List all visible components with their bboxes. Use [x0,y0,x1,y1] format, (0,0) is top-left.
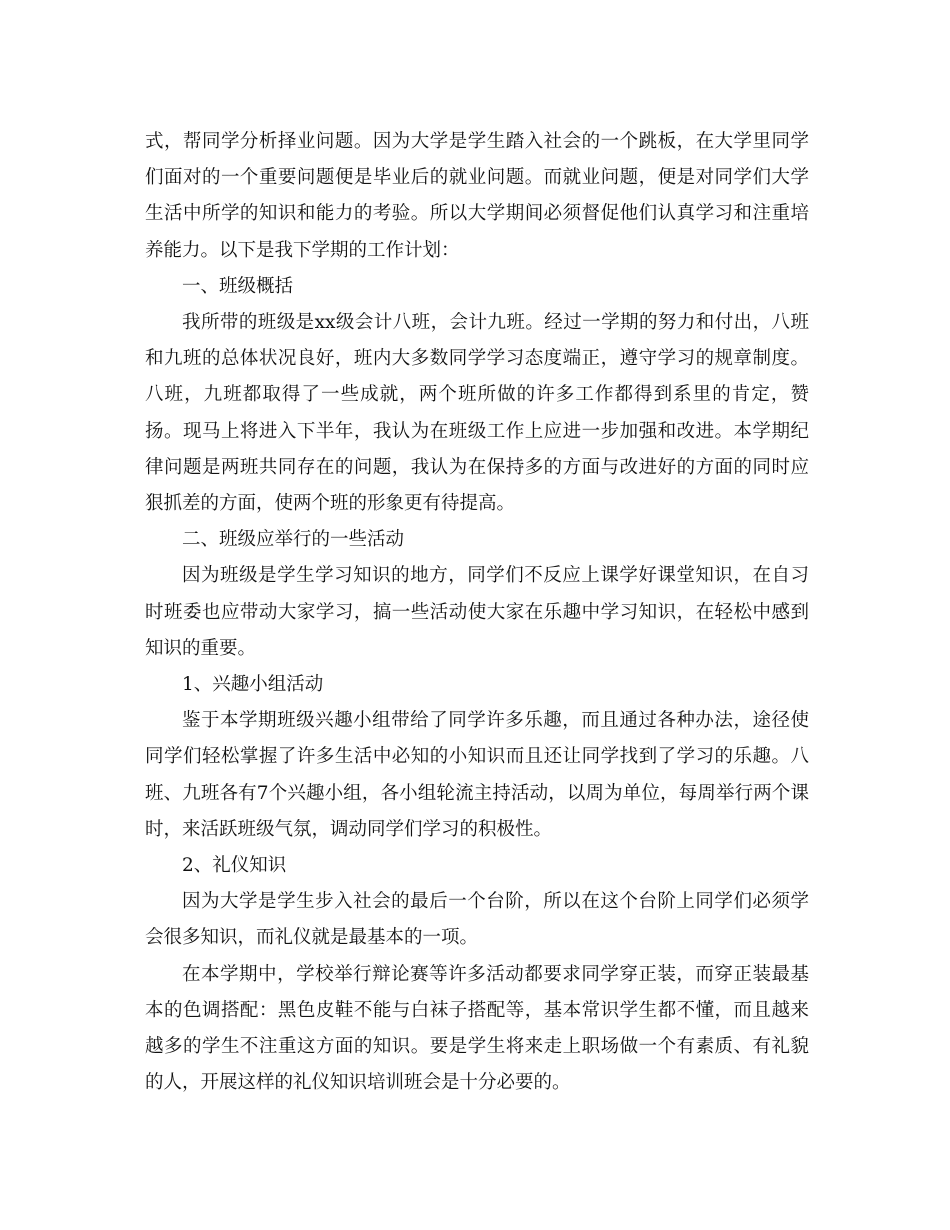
document-body [145,124,809,1101]
subheading-etiquette: 2、礼仪知识 [182,855,287,877]
paragraph-class-overview: 我所带的班级是xx级会计八班，会计九班。经过一学期的努力和付出，八班和九班的总体状况良好，班内大多数同学学习态度端正，遵守学习的规章制度。八班，九班都取得了一些成就，两个班所做的许多工作都得到系里的肯定，赞扬。现马上将进入下半年，我认为在班级工作上应进一步加强和改进。本学期纪律问题是两班共同存在的问题，我认为在保持多的方面与改进好的方面的同时应狠抓差的方面，使两个班的形象更有待提高。 [145,312,809,515]
paragraph-continuation: 式，帮同学分析择业问题。因为大学是学生踏入社会的一个跳板，在大学里同学们面对的一个重要问题便是毕业后的就业问题。而就业问题，便是对同学们大学生活中所学的知识和能力的考验。所以大学期间必须督促他们认真学习和注重培养能力。以下是我下学期的工作计划： [145,131,809,261]
paragraph-class-activities: 因为班级是学生学习知识的地方，同学们不反应上课学好课堂知识，在自习时班委也应带动大家学习，搞一些活动使大家在乐趣中学习知识，在轻松中感到知识的重要。 [145,565,809,659]
paragraph-etiquette-detail: 在本学期中，学校举行辩论赛等许多活动都要求同学穿正装，而穿正装最基本的色调搭配：黑色皮鞋不能与白袜子搭配等，基本常识学生都不懂，而且越来越多的学生不注重这方面的知识。要是学生将来走上职场做一个有素质、有礼貌的人，开展这样的礼仪知识培训班会是十分必要的。 [145,963,809,1094]
paragraph-interest-groups: 鉴于本学期班级兴趣小组带给了同学许多乐趣，而且通过各种办法，途径使同学们轻松掌握了许多生活中必知的小知识而且还让同学找到了学习的乐趣。八班、九班各有7个兴趣小组，各小组轮流主持活动，以周为单位，每周举行两个课时，来活跃班级气氛，调动同学们学习的积极性。 [145,710,809,840]
paragraph-etiquette-intro: 因为大学是学生步入社会的最后一个台阶，所以在这个台阶上同学们必须学会很多知识，而礼仪就是最基本的一项。 [145,891,809,949]
section-heading-class-activities: 二、班级应举行的一些活动 [182,529,405,551]
subheading-interest-groups: 1、兴趣小组活动 [182,674,324,696]
section-heading-class-overview: 一、班级概括 [182,275,294,297]
